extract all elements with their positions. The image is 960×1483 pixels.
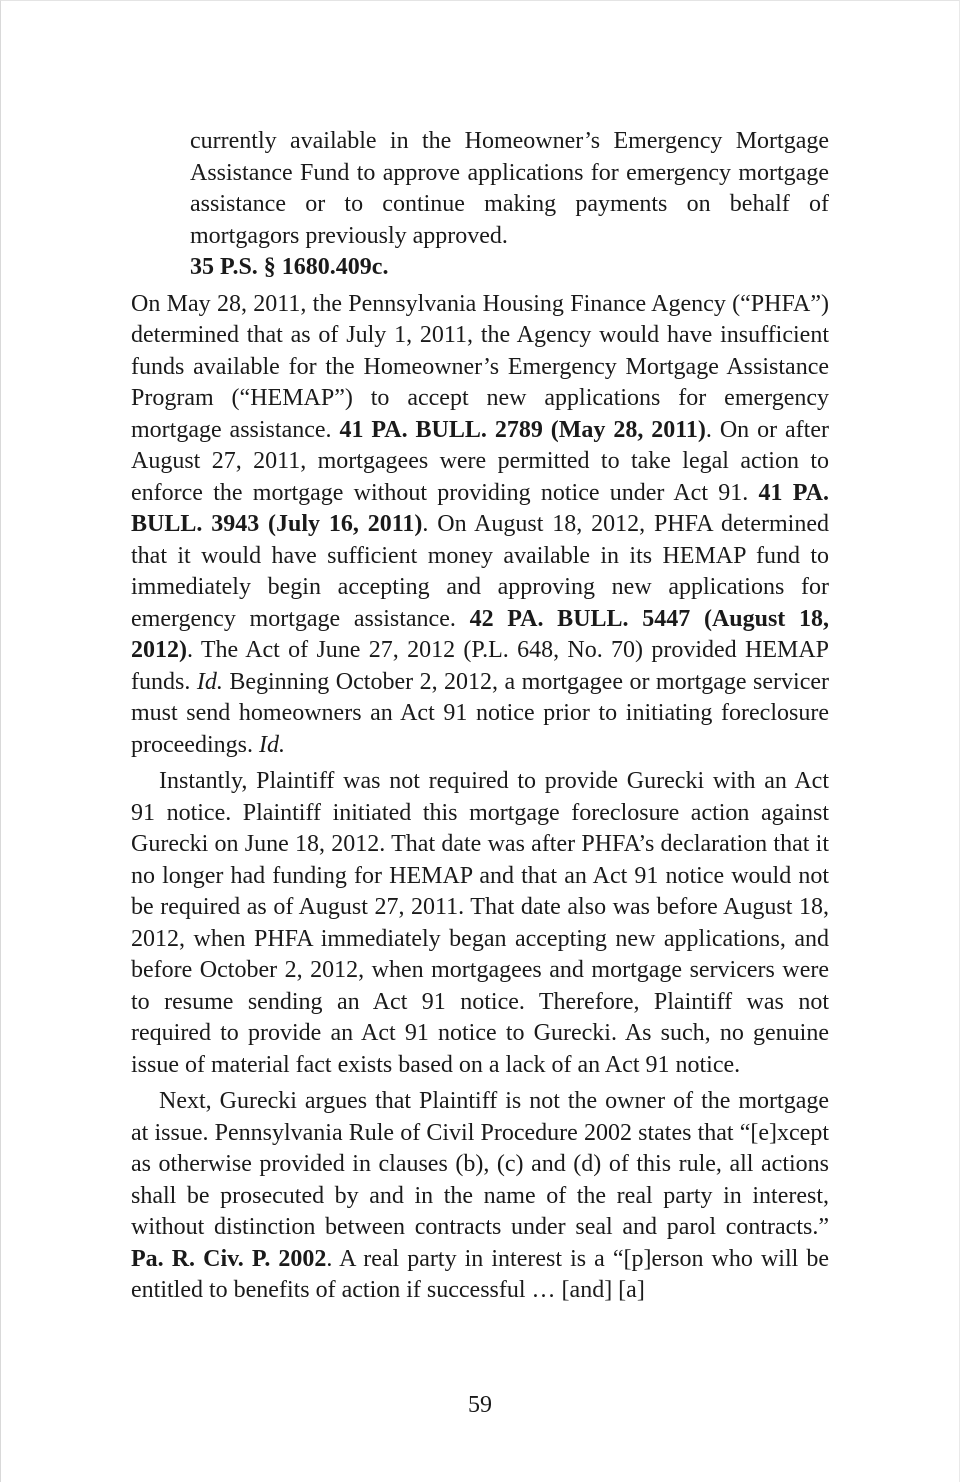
paragraph-1 bbox=[131, 289, 829, 762]
citation: Pa. R. Civ. P. 2002 bbox=[131, 1245, 327, 1272]
paragraph-text: . On or after August 27, 2011, mortgagees were permitted to take legal action to enforce the mortgage without providing notice under Act 91. bbox=[131, 416, 829, 506]
citation: 42 PA. BULL. 5447 (August 18, 2012) bbox=[131, 605, 830, 663]
paragraph-text: . On August 18, 2012, PHFA determined that it would have sufficient money available in its HEMAP fund to immediately begin accepting and approving new applications for emergency mortgage assistance. bbox=[131, 511, 830, 632]
paragraph-2: Instantly, Plaintiff was not required to provide Gurecki with an Act 91 notice. Plaintiff initiated this mortgage foreclosure action against Gurecki on June 18, 2012. That date was after PHFA’s declaration that it no longer had funding for HEMAP and that an Act 91 notice would not be required as of August 27, 2011. That date also was before August 18, 2012, when PHFA immediately began accepting new applications, and before October 2, 2012, when mortgagees and mortgage servicers were to resume sending an Act 91 notice. Therefore, Plaintiff was not required to provide an Act 91 notice to Gurecki. As such, no genuine issue of material fact exists based on a lack of an Act 91 notice. bbox=[131, 768, 829, 1078]
quote-citation: 35 P.S. § 1680.409c. bbox=[190, 254, 389, 280]
block-quote: currently available in the Homeowner’s Emergency Mortgage Assistance Fund to approve applications for emergency mortgage assistance or to continue making payments on behalf of mortgagors previously approved. bbox=[190, 128, 829, 249]
paragraph-text: . The Act of June 27, 2012 (P.L. 648, No. 70) provided HEMAP funds. bbox=[131, 637, 829, 695]
paragraph-3 bbox=[131, 1086, 829, 1307]
page-number: 59 bbox=[468, 1392, 492, 1418]
paragraph-text: Beginning October 2, 2012, a mortgagee or mortgage servicer must send homeowners an Act 91 notice prior to initiating foreclosure proceedings. bbox=[131, 668, 829, 758]
paragraph-text: Next, Gurecki argues that Plaintiff is not the owner of the mortgage at issue. Pennsylvania Rule of Civil Procedure 2002 states that “[e]xcept as otherwise provided in clauses (b), (c) and (d) of this rule, all actions shall be prosecuted by and in the name of the real party in interest, without distinction between contracts under seal and parol contracts.” bbox=[131, 1088, 829, 1240]
paragraph-text: . A real party in interest is a “[p]erson who will be entitled to benefits of action if successful … [and] [a] bbox=[131, 1245, 830, 1303]
citation: 41 PA. BULL. 2789 (May 28, 2011) bbox=[339, 416, 706, 443]
id-citation: Id. bbox=[258, 731, 285, 758]
paragraph-text: On May 28, 2011, the Pennsylvania Housing Finance Agency (“PHFA”) determined that as of July 1, 2011, the Agency would have insufficient funds available for the Homeowner’s Emergency Mortgage Assistance Program (“HEMAP”) to accept new applications for emergency mortgage assistance. bbox=[131, 290, 829, 443]
id-citation: Id. bbox=[196, 668, 223, 695]
document-body bbox=[131, 126, 829, 1307]
citation: 41 PA. BULL. 3943 (July 16, 2011) bbox=[131, 479, 830, 537]
